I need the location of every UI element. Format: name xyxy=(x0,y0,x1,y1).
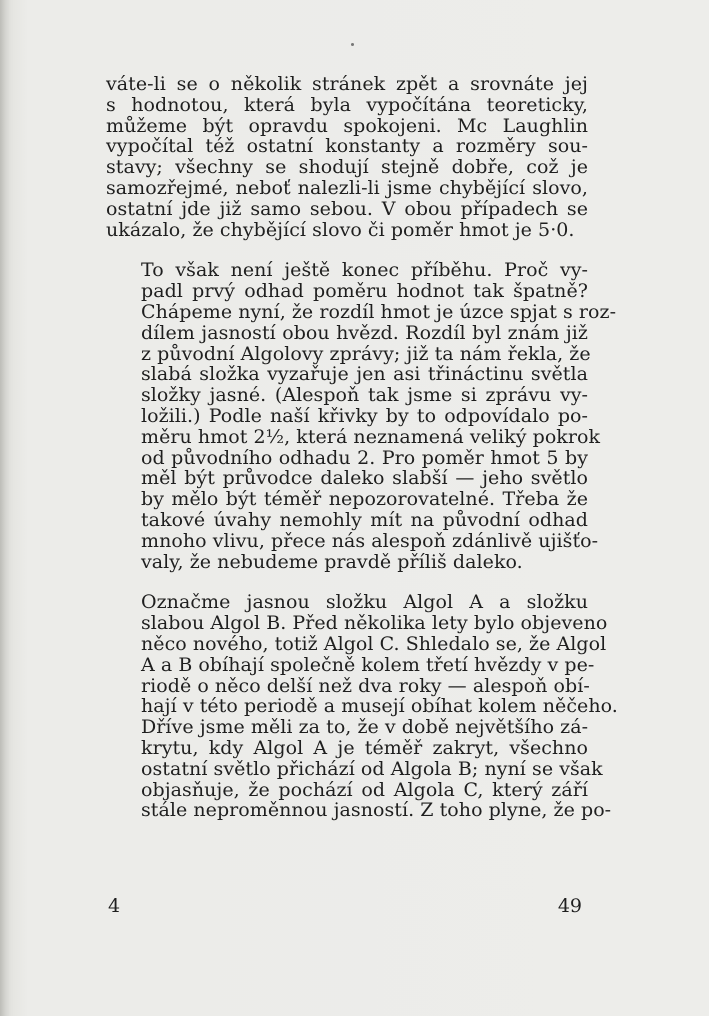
text-line: Dříve jsme měli za to, že v době největšího zá- xyxy=(141,716,589,739)
paragraph-3 xyxy=(106,591,618,822)
text-line: valy, že nebudeme pravdě příliš daleko. xyxy=(141,550,523,573)
text-line: dílem jasností obou hvězd. Rozdíl byl znám již xyxy=(141,321,588,344)
text-line: padl prvý odhad poměru hodnot tak špatně? xyxy=(141,280,588,303)
page-text xyxy=(106,73,618,822)
text-line: stále neproměnnou jasností. Z toho plyne, že po- xyxy=(141,799,612,822)
text-line: objasňuje, že pochází od Algola C, který září xyxy=(141,778,588,801)
page-gutter-shadow xyxy=(0,0,10,1016)
text-line: ložili.) Podle naší křivky by to odpovídalo po- xyxy=(141,404,588,427)
signature-mark: 4 xyxy=(108,895,121,917)
text-line: z původní Algolovy zprávy; již ta nám řekla, že xyxy=(141,342,591,365)
text-line: takové úvahy nemohly mít na původní odhad xyxy=(141,508,588,531)
text-line: ukázalo, že chybějící slovo či poměr hmot je 5·0. xyxy=(106,218,575,241)
text-line: Chápeme nyní, že rozdíl hmot je úzce spjat s roz- xyxy=(141,300,617,323)
text-line: To však není ještě konec příběhu. Proč vy- xyxy=(141,259,588,282)
text-line: ostatní světlo přichází od Algola B; nyní se však xyxy=(141,757,603,780)
text-line: by mělo být téměř nepozorovatelné. Třeba že xyxy=(141,488,588,511)
page-number: 49 xyxy=(557,895,582,917)
text-line: váte-li se o několik stránek zpět a srovnáte jej xyxy=(106,73,588,95)
text-line: měl být průvodce daleko slabší — jeho světlo xyxy=(141,467,588,490)
text-line: složky jasné. (Alespoň tak jsme si zprávu vy- xyxy=(141,384,588,407)
text-line: něco nového, totiž Algol C. Shledalo se, že Algol xyxy=(141,632,607,655)
text-line: krytu, kdy Algol A je téměř zakryt, všechno xyxy=(141,736,588,759)
text-line: od původního odhadu 2. Pro poměr hmot 5 by xyxy=(141,446,588,469)
text-line: stavy; všechny se shodují stejně dobře, což je xyxy=(106,156,588,179)
text-line: ostatní jde již samo sebou. V obou případech se xyxy=(106,197,588,220)
text-line: měru hmot 2½, která neznamená veliký pokrok xyxy=(141,425,601,448)
paragraph-1 xyxy=(106,74,588,240)
text-line: mnoho vlivu, přece nás alespoň zdánlivě ujišťo- xyxy=(141,529,599,552)
text-line: Označme jasnou složku Algol A a složku xyxy=(141,591,588,614)
paper-speck xyxy=(351,43,354,46)
text-line: slabá složka vyzařuje jen asi třináctinu světla xyxy=(141,363,588,386)
paragraph-2 xyxy=(106,259,617,573)
text-line: hají v této periodě a musejí obíhat kolem něčeho. xyxy=(141,695,618,718)
text-line: můžeme být opravdu spokojeni. Mc Laughlin xyxy=(106,114,588,137)
text-line: riodě o něco delší než dva roky — alespoň obí- xyxy=(141,674,590,697)
text-line: A a B obíhají společně kolem třetí hvězdy v pe- xyxy=(141,653,595,676)
text-line: samozřejmé, neboť nalezli-li jsme chybějící slovo, xyxy=(106,176,588,199)
text-line: vypočítal též ostatní konstanty a rozměry sou- xyxy=(106,135,588,158)
text-line: s hodnotou, která byla vypočítána teoreticky, xyxy=(106,93,588,116)
text-line: slabou Algol B. Před několika lety bylo objeveno xyxy=(141,612,608,635)
